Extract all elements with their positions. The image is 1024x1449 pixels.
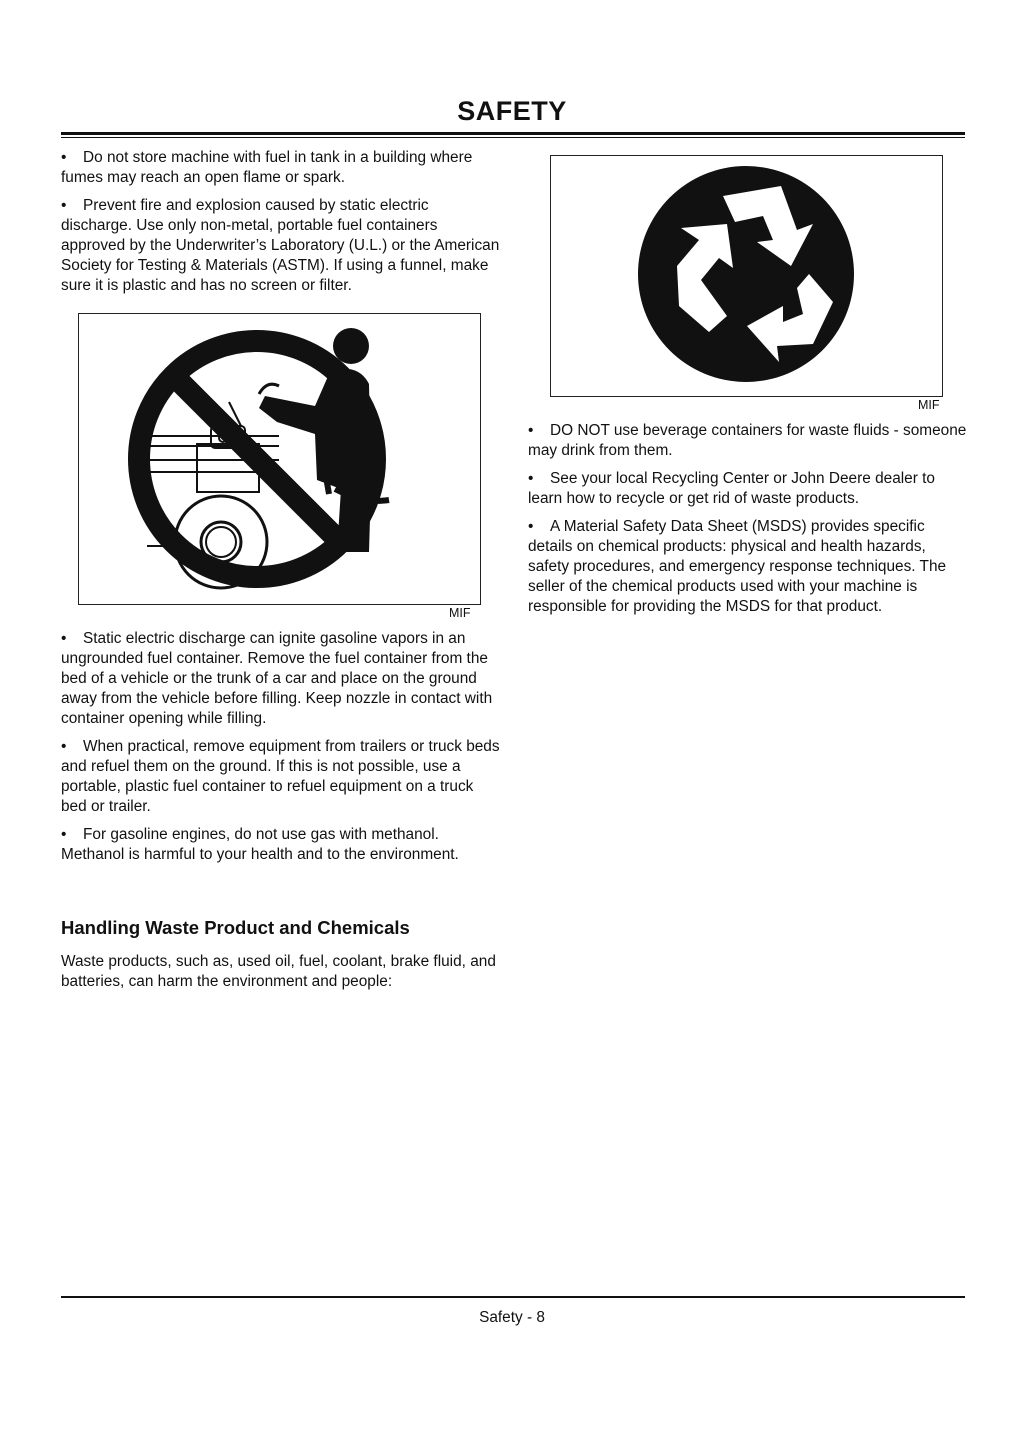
left-column-bottom [61,629,501,873]
bullet-icon: • [528,470,534,487]
page-title: SAFETY [457,96,567,126]
figure-code-label: MIF [449,606,471,620]
figure-code-label: MIF [918,398,940,412]
bullet-item: • Static electric discharge can ignite gasoline vapors in an ungrounded fuel container. Remove the fuel container from the bed of a vehicle or the trunk of a car and place on the ground away from the vehicle before filling. Keep nozzle in contact with container opening while filling. [61,630,493,727]
prohibited-refueling-icon [79,314,480,604]
header-rule-thin [61,137,965,138]
recycle-figure [550,155,943,397]
bullet-icon: • [61,197,67,214]
recycle-icon [551,156,942,396]
bullet-item: • When practical, remove equipment from trailers or truck beds and refuel them on the ground. If this is not possible, use a portable, plastic fuel container to refuel equipment on a truck bed or trailer. [61,738,500,815]
section-heading: Handling Waste Product and Chemicals [61,917,410,938]
bullet-icon: • [61,149,67,166]
bullet-icon: • [61,738,67,755]
bullet-item: • A Material Safety Data Sheet (MSDS) provides specific details on chemical products: physical and health hazards, safety procedures, and emergency response techniques. The seller of the chemical products used with your machine is responsible for providing the MSDS for that product. [528,518,947,615]
no-refuel-on-vehicle-figure [78,313,481,605]
page-number: Safety - 8 [479,1309,545,1326]
bullet-icon: • [61,630,67,647]
section-intro: Waste products, such as, used oil, fuel, coolant, brake fluid, and batteries, can harm the environment and people: [61,953,496,990]
bullet-icon: • [61,826,67,843]
bullet-item: • Do not store machine with fuel in tank in a building where fumes may reach an open flame or spark. [61,149,473,186]
bullet-item: • DO NOT use beverage containers for waste fluids - someone may drink from them. [528,422,967,459]
bullet-icon: • [528,518,534,535]
header-rule [61,132,965,135]
bullet-icon: • [528,422,534,439]
footer-rule [61,1296,965,1298]
right-column [528,421,968,625]
left-column-top [61,148,501,304]
bullet-item: • Prevent fire and explosion caused by static electric discharge. Use only non-metal, portable fuel containers approved by the Underwriter’s Laboratory (U.L.) or the American Society for Testing & Materials (ASTM). If using a funnel, make sure it is plastic and has no screen or filter. [61,197,500,294]
bullet-item: • For gasoline engines, do not use gas with methanol. Methanol is harmful to your health and to the environment. [61,826,459,863]
bullet-item: • See your local Recycling Center or John Deere dealer to learn how to recycle or get rid of waste products. [528,470,935,507]
